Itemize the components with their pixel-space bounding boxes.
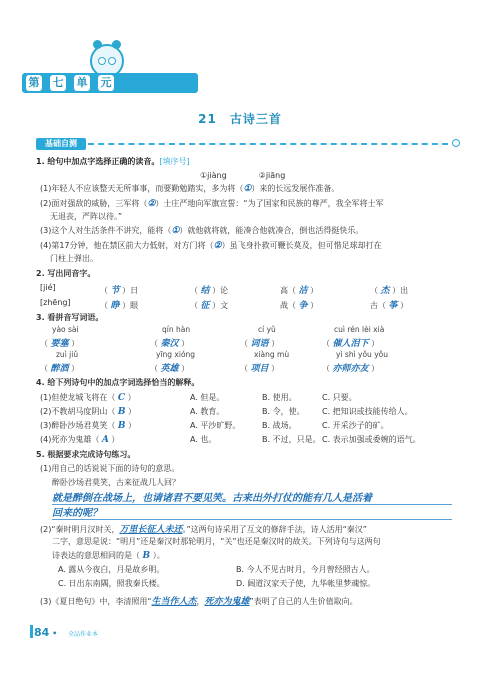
circle-icon [452,139,460,147]
q1-item: (2)面对强敌的威胁，三军将（②）士庄严地向军旗宣誓：“为了国家和民族的尊严，我全军将士军 [40,199,384,209]
q3-pinyin: cuì rén lèi xià [334,325,385,334]
q5-option: C. 日出东南隅，照我秦氏楼。 [58,579,165,588]
q2-pinyin: [jié] [40,283,56,292]
q5-part2-line: 诗表达的意思相同的是（ B ）。 [52,551,165,561]
q3-answer: （ 醉酒 ） [40,364,80,374]
q2-cell: （ 结 ）论 [190,286,229,296]
q3-pinyin: yì shì yǒu yǒu [336,350,388,359]
q2-cell: （ 睁 ）眼 [100,301,139,311]
q3-answer: （ 亦师亦友 ） [322,364,380,374]
q5-option: D. 阔道汉家天子使，九华帐里梦魂惊。 [236,579,376,588]
q2-pinyin: [zhēng] [40,298,71,307]
q1-item: (4)第17分钟，他在禁区前大力低射，对方门将（②）虽飞身扑救可鞭长莫及，但可惜足球却打在 [40,241,382,251]
q3-pinyin: cí yǔ [258,325,276,334]
q5-handwritten-answer: 就是醉倒在战场上，也请诸君不要见笑。古来出外打仗的能有几人是活着 [52,489,452,505]
q3-pinyin: zuì jiǔ [56,350,79,359]
q3-answer: （ 要塞 ） [40,339,80,349]
q3-pinyin: qín hàn [162,325,191,334]
q5-part3: (3)《夏日绝句》中，李清照用“生当作人杰，死亦为鬼雄”表明了自己的人生价值取向。 [40,597,358,607]
q4-option: A. 平沙旷野。 [190,421,241,430]
q1-item: (1)年轻人不应该整天无所事事，而要勤勉踏实，多为将（①）来的长远发展作准备。 [40,184,340,194]
section-label: 基础自测 [36,138,86,150]
q4-item: (4)死亦为鬼雄（ A ） [40,435,120,445]
unit-char: 第 [26,75,42,91]
q2-cell: （ 节 ）日 [100,286,139,296]
q5-part2: (2)“秦时明月汉时关，万里长征人未还。”这两句诗采用了互文的修辞手法，诗人活用“秦汉” [40,525,367,535]
q4-item: (2)不教胡马度阴山（ B ） [40,407,137,417]
q5-part2-line: 二字，意思是说：“明月”还是秦汉时那轮明月，“关”也还是秦汉时的故关。下列诗句与这两句 [52,537,381,546]
q5-option: A. 露从今夜白，月是故乡明。 [58,565,165,574]
q3-pinyin: yīng xióng [156,350,196,359]
q4-item: (3)醉卧沙场君莫笑（ B ） [40,421,137,431]
q3-pinyin: yào sài [52,325,79,334]
q2-cell: （ 征 ）文 [190,301,229,311]
q4-heading: 4. 给下列诗句中的加点字词选择恰当的解释。 [36,378,200,387]
q3-answer: （ 英雄 ） [150,364,190,374]
q2-cell: 战（ 争 ） [280,301,319,311]
unit-char: 单 [74,75,90,91]
q1-options: ①jiàng ②jiāng [200,171,286,180]
q3-answer: （ 秦汉 ） [150,339,190,349]
q2-heading: 2. 写出同音字。 [36,269,96,278]
q4-option: A. 教育。 [190,407,225,416]
unit-char: 七 [50,75,66,91]
unit-char: 元 [98,75,114,91]
q3-answer: （ 词语 ） [240,339,280,349]
q4-option: C. 只要。 [322,393,357,402]
q2-cell: 高（ 洁 ） [280,286,319,296]
q2-cell: （ 杰 ）出 [370,286,409,296]
q5-handwritten-answer: 回来的呢？ [52,504,452,520]
q3-answer: （ 项目 ） [240,364,280,374]
q5-part1: (1)用自己的话说说下面的诗句的意思。 [40,464,180,473]
q5-option: B. 今人不见古时月，今月曾经照古人。 [236,565,375,574]
q4-option: B. 战场。 [262,421,297,430]
q4-option: A. 但是。 [190,393,225,402]
footer-marker [30,625,33,638]
q5-heading: 5. 根据要求完成诗句练习。 [36,450,136,459]
q4-option: C. 把知识或技能传给人。 [322,407,413,416]
q3-answer: （ 催人泪下 ） [322,339,380,349]
q1-item: 无退丧，严阵以待。” [50,212,123,221]
series-name: 全品作业本 [68,631,99,638]
q1-item: (3)这个人对生活条件不讲究，能将（①）就他就将就，能凑合他就凑合，倒也活得挺快乐。 [40,226,364,236]
q4-option: B. 不过，只是。 [262,435,321,444]
q4-option: C. 开采沙子的矿。 [322,421,389,430]
q1-item: 门柱上弹出。 [50,254,98,263]
q4-option: B. 令，使。 [262,407,305,416]
q4-option: A. 也。 [190,435,217,444]
q1-heading: 1. 给句中加点字选择正确的读音。[填序号] [36,157,190,166]
q3-pinyin: xiàng mù [254,350,290,359]
q3-heading: 3. 看拼音写词语。 [36,313,104,322]
section-band [36,138,460,150]
page-number: 84 • [34,626,58,639]
q4-item: (1)但使龙城飞将在（ C ） [40,393,136,403]
q4-option: B. 使用。 [262,393,297,402]
q5-poem-line: 醉卧沙场君莫笑，古来征战几人回？ [52,478,180,487]
q4-option: C. 表示加强或委婉的语气。 [322,435,421,444]
lesson-title: 21 古诗三首 [198,112,282,126]
q2-cell: 古（ 筝 ） [370,301,409,311]
